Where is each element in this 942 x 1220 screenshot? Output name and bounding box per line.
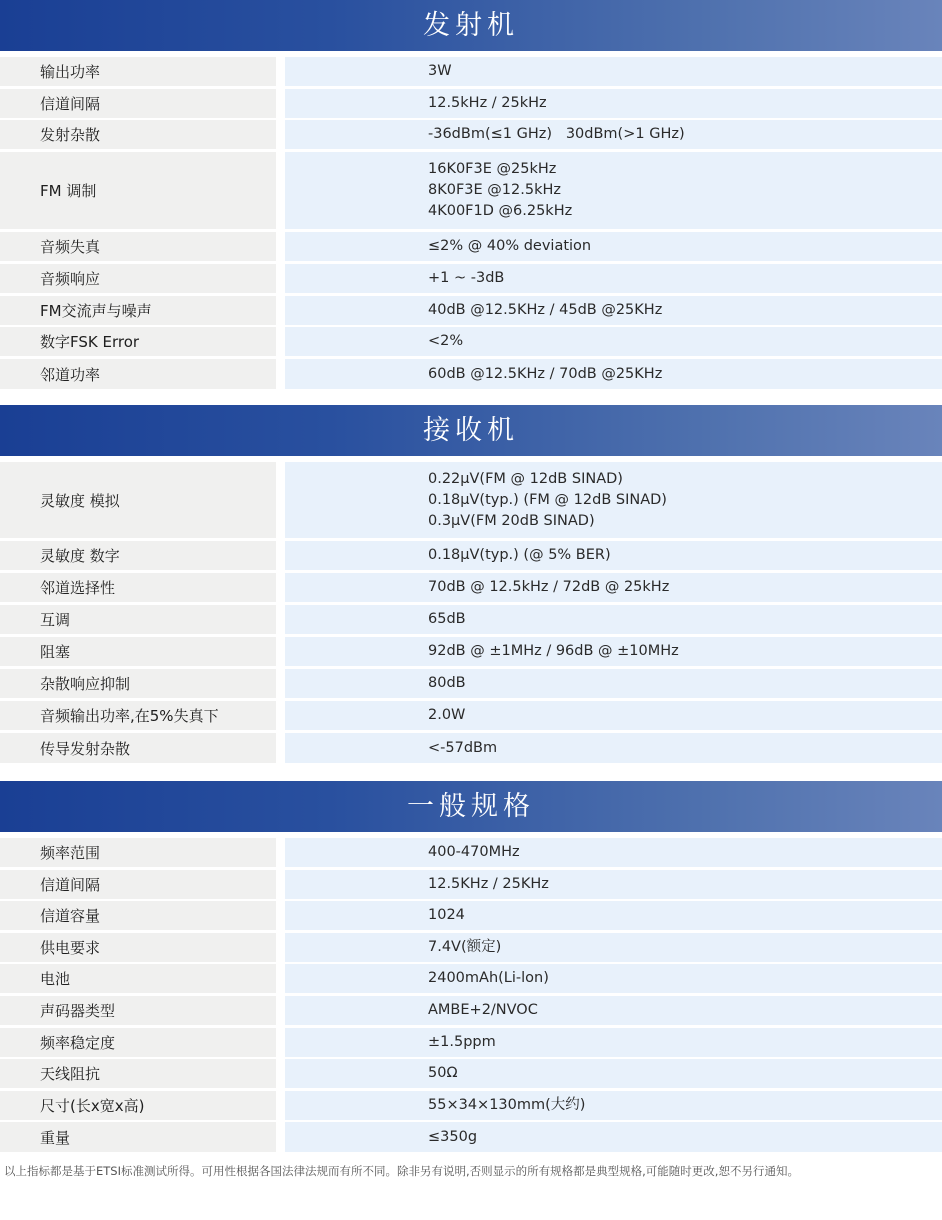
spec-row	[0, 669, 942, 698]
section-title: 接收机	[423, 415, 519, 446]
spec-row	[0, 89, 942, 118]
spec-row	[0, 870, 942, 899]
spec-row	[0, 462, 942, 538]
spec-label: 传导发射杂散	[0, 733, 276, 763]
spec-value: 40dB @12.5KHz / 45dB @25KHz	[285, 296, 942, 325]
spec-row	[0, 296, 942, 325]
spec-row	[0, 1059, 942, 1088]
spec-label: 音频响应	[0, 264, 276, 293]
spec-value: 12.5kHz / 25kHz	[285, 89, 942, 118]
section-header-band	[0, 0, 942, 51]
section-header-band	[0, 781, 942, 832]
spec-label: 数字FSK Error	[0, 327, 276, 356]
spec-label: FM交流声与噪声	[0, 296, 276, 325]
spec-row	[0, 541, 942, 570]
spec-value: 7.4V(额定)	[285, 933, 942, 962]
spec-label: 音频输出功率,在5%失真下	[0, 701, 276, 730]
spec-value: 55×34×130mm(大约)	[285, 1091, 942, 1120]
spec-value: 60dB @12.5KHz / 70dB @25KHz	[285, 359, 942, 389]
footnote-disclaimer: 以上指标都是基于ETSI标准测试所得。可用性根据各国法律法规而有所不同。除非另有说明,否则显示的所有规格都是典型规格,可能随时更改,恕不另行通知。	[4, 1164, 799, 1178]
spec-label: 频率范围	[0, 838, 276, 867]
spec-value: 65dB	[285, 605, 942, 634]
spec-row	[0, 120, 942, 149]
spec-value: 0.18μV(typ.) (@ 5% BER)	[285, 541, 942, 570]
spec-value: +1 ~ -3dB	[285, 264, 942, 293]
spec-value: 0.22μV(FM @ 12dB SINAD) 0.18μV(typ.) (FM @ 12dB SINAD) 0.3μV(FM 20dB SINAD)	[285, 462, 942, 538]
spec-label: 信道间隔	[0, 870, 276, 899]
spec-row	[0, 838, 942, 867]
spec-row	[0, 57, 942, 86]
spec-label: 邻道功率	[0, 359, 276, 389]
spec-row	[0, 152, 942, 229]
spec-value: ≤2% @ 40% deviation	[285, 232, 942, 261]
spec-row	[0, 573, 942, 602]
spec-value: <2%	[285, 327, 942, 356]
spec-value: 12.5KHz / 25KHz	[285, 870, 942, 899]
spec-row	[0, 637, 942, 666]
spec-row	[0, 359, 942, 389]
spec-label: 互调	[0, 605, 276, 634]
spec-label: 频率稳定度	[0, 1028, 276, 1057]
spec-row	[0, 733, 942, 763]
spec-label: 信道容量	[0, 901, 276, 930]
spec-value: ≤350g	[285, 1122, 942, 1152]
section-header-band	[0, 405, 942, 456]
spec-label: 灵敏度 模拟	[0, 462, 276, 538]
spec-row	[0, 327, 942, 356]
spec-row	[0, 996, 942, 1025]
spec-value: 50Ω	[285, 1059, 942, 1088]
spec-label: FM 调制	[0, 152, 276, 229]
spec-row	[0, 1091, 942, 1120]
spec-value: 3W	[285, 57, 942, 86]
spec-value: 400-470MHz	[285, 838, 942, 867]
section-title: 发射机	[423, 10, 519, 41]
spec-value: 92dB @ ±1MHz / 96dB @ ±10MHz	[285, 637, 942, 666]
spec-row	[0, 605, 942, 634]
spec-label: 重量	[0, 1122, 276, 1152]
spec-value: 2400mAh(Li-lon)	[285, 964, 942, 993]
spec-label: 杂散响应抑制	[0, 669, 276, 698]
spec-value: 2.0W	[285, 701, 942, 730]
spec-row	[0, 264, 942, 293]
spec-label: 邻道选择性	[0, 573, 276, 602]
section-title: 一般规格	[407, 791, 535, 822]
spec-label: 供电要求	[0, 933, 276, 962]
spec-value: 70dB @ 12.5kHz / 72dB @ 25kHz	[285, 573, 942, 602]
spec-row	[0, 701, 942, 730]
spec-label: 尺寸(长x宽x高)	[0, 1091, 276, 1120]
spec-row	[0, 1028, 942, 1057]
spec-value: <-57dBm	[285, 733, 942, 763]
spec-value: -36dBm(≤1 GHz) 30dBm(>1 GHz)	[285, 120, 942, 149]
spec-label: 声码器类型	[0, 996, 276, 1025]
spec-value: 1024	[285, 901, 942, 930]
spec-label: 发射杂散	[0, 120, 276, 149]
spec-label: 电池	[0, 964, 276, 993]
spec-label: 输出功率	[0, 57, 276, 86]
spec-row	[0, 964, 942, 993]
spec-label: 音频失真	[0, 232, 276, 261]
spec-value: AMBE+2/NVOC	[285, 996, 942, 1025]
spec-row	[0, 933, 942, 962]
spec-label: 信道间隔	[0, 89, 276, 118]
spec-value: 16K0F3E @25kHz 8K0F3E @12.5kHz 4K00F1D @6.25kHz	[285, 152, 942, 229]
spec-label: 天线阻抗	[0, 1059, 276, 1088]
spec-row	[0, 901, 942, 930]
spec-label: 阻塞	[0, 637, 276, 666]
spec-label: 灵敏度 数字	[0, 541, 276, 570]
spec-value: 80dB	[285, 669, 942, 698]
spec-value: ±1.5ppm	[285, 1028, 942, 1057]
spec-row	[0, 232, 942, 261]
spec-row	[0, 1122, 942, 1152]
